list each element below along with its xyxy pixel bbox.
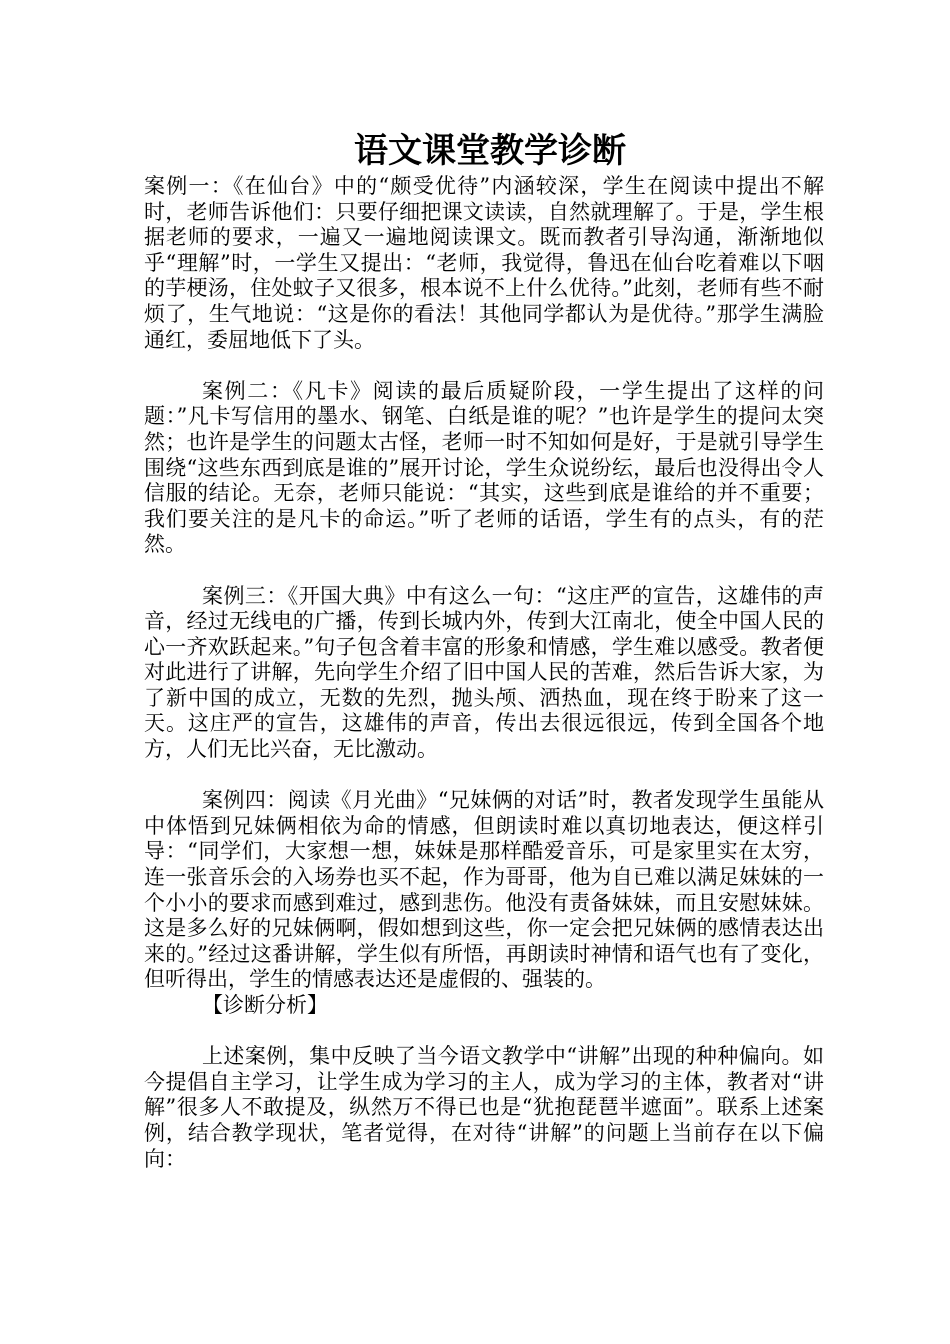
- analysis-paragraph: 上述案例，集中反映了当今语文教学中“讲解”出现的种种偏向。如今提倡自主学习，让学生成为学习的主人，成为学习的主体，教者对“讲解”很多人不敢提及，纵然万不得已也是“犹抱琵琶半遮面”。联系上述案例，结合教学现状，笔者觉得，在对待“讲解”的问题上当前存在以下偏向：: [144, 1044, 824, 1171]
- document-page: [144, 128, 824, 1172]
- case-two-paragraph: 案例二：《凡卡》阅读的最后质疑阶段，一学生提出了这样的问题：”凡卡写信用的墨水、钢笔、白纸是谁的呢？”也许是学生的提问太突然；也许是学生的问题太古怪，老师一时不知如何是好，于是就引导学生围绕“这些东西到底是谁的”展开讨论，学生众说纷纭，最后也没得出令人信服的结论。无奈，老师只能说：“其实，这些到底是谁给的并不重要；我们要关注的是凡卡的命运。”听了老师的话语，学生有的点头，有的茫然。: [144, 378, 824, 557]
- case-three-paragraph: 案例三：《开国大典》中有这么一句：“这庄严的宣告，这雄伟的声音，经过无线电的广播，传到长城内外，传到大江南北，使全中国人民的心一齐欢跃起来。”句子包含着丰富的形象和情感，学生难以感受。教者便对此进行了讲解，先向学生介绍了旧中国人民的苦难，然后告诉大家，为了新中国的成立，无数的先烈，抛头颅、洒热血，现在终于盼来了这一天。这庄严的宣告，这雄伟的声音，传出去很远很远，传到全国各个地方，人们无比兴奋，无比激动。: [144, 583, 824, 762]
- document-title: 语文课堂教学诊断: [354, 131, 626, 171]
- analysis-heading: 【诊断分析】: [202, 993, 328, 1017]
- case-one-paragraph: 案例一：《在仙台》中的“颇受优待”内涵较深，学生在阅读中提出不解时，老师告诉他们：只要仔细把课文读读，自然就理解了。于是，学生根据老师的要求，一遍又一遍地阅读课文。既而教者引导沟通，渐渐地似乎“理解”时，一学生又提出：“老师，我觉得，鲁迅在仙台吃着难以下咽的芋梗汤，住处蚊子又很多，根本说不上什么优待。”此刻，老师有些不耐烦了，生气地说：“这是你的看法！其他同学都认为是优待。”那学生满脸通红，委屈地低下了头。: [144, 174, 824, 352]
- case-four-paragraph: 案例四：阅读《月光曲》“兄妹俩的对话”时，教者发现学生虽能从中体悟到兄妹俩相依为命的情感，但朗读时难以真切地表达，便这样引导：“同学们，大家想一想，妹妹是那样酷爱音乐，可是家里实在太穷，连一张音乐会的入场券也买不起，作为哥哥，他为自已难以满足妹妹的一个小小的要求而感到难过，感到悲伤。他没有责备妹妹，而且安慰妹妹。这是多么好的兄妹俩啊，假如想到这些，你一定会把兄妹俩的感情表达出来的。”经过这番讲解，学生似有所悟，再朗读时神情和语气也有了变化，但听得出，学生的情感表达还是虚假的、强装的。: [144, 788, 824, 992]
